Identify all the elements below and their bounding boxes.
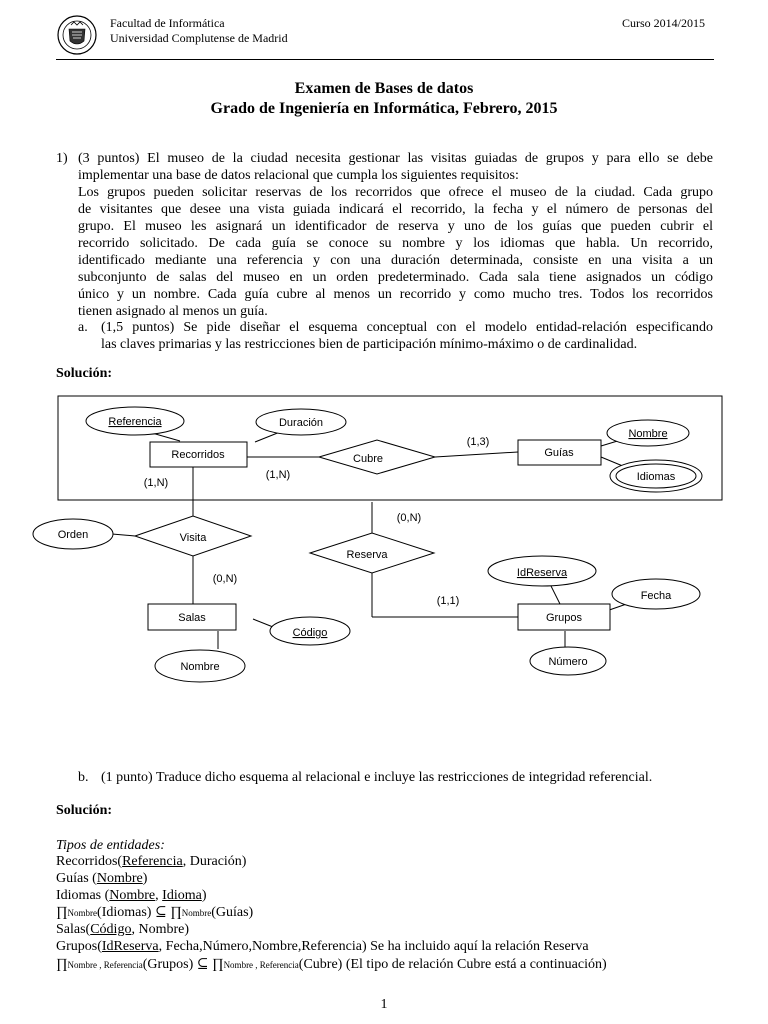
- attribute-nombre-sala: [155, 650, 245, 682]
- university-seal: [57, 15, 97, 55]
- part-b-text: (1 punto) Traduce dicho esquema al relacional e incluye las restricciones de integridad referencial.: [101, 770, 653, 785]
- primary-key: Referencia: [122, 854, 183, 869]
- header-rule: [56, 59, 714, 60]
- page-number: 1: [380, 997, 388, 1012]
- entity-types-heading: Tipos de entidades:: [56, 838, 165, 853]
- relationship-visita: [135, 516, 251, 556]
- attribute-label: Referencia: [108, 416, 162, 428]
- relationship-label: Reserva: [346, 549, 388, 561]
- question-number: 1): [56, 151, 68, 166]
- primary-key: Nombre: [109, 888, 156, 903]
- projection-subscript: Nombre: [67, 908, 98, 918]
- cardinality-recorridos-reserva: (0,N): [396, 512, 422, 524]
- attribute-label: Nombre: [180, 661, 220, 673]
- solution-label-b: Solución:: [56, 803, 113, 818]
- entity-label: Grupos: [545, 612, 583, 624]
- question-line: grupo. El museo les asignará un identificador de reserva y uno de los guías que pueden cubrir el: [78, 219, 713, 234]
- cardinality-salas-visita: (0,N): [212, 573, 238, 585]
- university-name: Universidad Complutense de Madrid: [110, 31, 288, 45]
- primary-key: Nombre: [96, 871, 143, 886]
- entity-label: Recorridos: [171, 449, 225, 461]
- faculty-name: Facultad de Informática: [110, 16, 225, 30]
- attribute-codigo: [270, 617, 350, 645]
- question-line: tienen asignado al menos un guía.: [78, 304, 268, 319]
- relation-salas: [56, 921, 189, 938]
- cardinality-grupos-reserva: (1,1): [436, 595, 460, 607]
- seal-icon: [57, 15, 97, 55]
- projection-symbol: ∏: [56, 905, 68, 920]
- constraint-mid: (Idiomas) ⊆: [97, 905, 171, 920]
- constraint-end: (Guías): [211, 905, 254, 920]
- question-line: identificado mediante una referencia y con una duración determinada, consiste en una visita a un: [78, 253, 713, 268]
- er-diagram: [30, 390, 740, 700]
- question-line: implementar una base de datos relacional que cumpla los siguientes requisitos:: [78, 168, 519, 183]
- question-text: [78, 150, 713, 320]
- attribute-label: Número: [548, 656, 588, 668]
- attribute-idiomas-multivalued: [610, 460, 702, 492]
- attribute-fecha: [612, 579, 700, 609]
- question-line: único y un nombre. Cada guía cubre al menos un recorrido y como mucho tres. Todos los recorridos: [78, 287, 713, 302]
- relation-recorridos: [56, 853, 246, 870]
- attribute-idreserva: [488, 556, 596, 586]
- primary-key: IdReserva: [101, 939, 159, 954]
- attribute-nombre-guia: [607, 420, 689, 446]
- relation-attrs: , Duración): [182, 854, 247, 869]
- attribute-label: Código: [292, 627, 328, 639]
- projection-subscript: Nombre , Referencia: [67, 960, 143, 970]
- projection-subscript: Nombre: [181, 908, 212, 918]
- relation-grupos: [56, 938, 589, 955]
- question-line: de visitantes que desee una vista guiada indicará el recorrido, la fecha y el número de personas del: [78, 202, 713, 217]
- attribute-label: Duración: [278, 417, 324, 429]
- relation-name: Idiomas (: [56, 888, 110, 903]
- cardinality-recorridos-cubre: (1,N): [265, 469, 291, 481]
- entity-grupos: [518, 604, 610, 630]
- part-b-label: b.: [78, 770, 89, 785]
- entity-label: Salas: [178, 612, 206, 624]
- relationship-label: Visita: [179, 532, 207, 544]
- relation-attrs: ): [142, 871, 148, 886]
- relation-name: Salas(: [56, 922, 91, 937]
- cardinality-guias-cubre: (1,3): [466, 436, 490, 448]
- question-line: recorrido solicitado. De cada guía se conoce su nombre y los idiomas que habla. Un recorrido,: [78, 236, 713, 251]
- relation-idiomas: [56, 887, 206, 904]
- part-a-line: (1,5 puntos) Se pide diseñar el esquema conceptual con el modelo entidad-relación especificando: [101, 320, 713, 335]
- relationship-cubre: [319, 440, 435, 474]
- relation-name: Recorridos(: [56, 854, 123, 869]
- course-year: Curso 2014/2015: [622, 16, 706, 30]
- attribute-label: Idiomas: [636, 471, 676, 483]
- relation-attrs: , Fecha,Número,Nombre,Referencia) Se ha incluido aquí la relación Reserva: [158, 939, 589, 954]
- entity-label: Guías: [544, 447, 574, 459]
- attribute-referencia: [86, 407, 184, 435]
- relation-attrs: ): [201, 888, 207, 903]
- attribute-label: Orden: [57, 529, 89, 541]
- constraint-idiomas-guias: [56, 904, 253, 922]
- attribute-label: IdReserva: [516, 567, 568, 579]
- separator: ,: [155, 888, 163, 903]
- primary-key: Idioma: [162, 888, 202, 903]
- question-line: Los grupos pueden solicitar reservas de los recorridos que ofrece el museo de la ciudad. Cada grupo: [78, 185, 713, 200]
- relation-name: Guías (: [56, 871, 97, 886]
- projection-symbol: ∏: [212, 957, 224, 972]
- entity-guias: [518, 440, 601, 465]
- exam-title: Examen de Bases de datos: [294, 80, 474, 97]
- attribute-label: Fecha: [640, 590, 672, 602]
- part-a-label: a.: [78, 320, 88, 335]
- entity-salas: [148, 604, 236, 630]
- question-line: (3 puntos) El museo de la ciudad necesita gestionar las visitas guiadas de grupos y para ello se debe: [78, 151, 713, 166]
- part-a-text: [101, 319, 713, 353]
- entity-recorridos: [150, 442, 247, 467]
- projection-subscript: Nombre , Referencia: [223, 960, 299, 970]
- constraint-grupos-cubre: [56, 956, 607, 974]
- relation-guias: [56, 870, 147, 887]
- attribute-numero: [530, 647, 606, 675]
- exam-subtitle: Grado de Ingeniería en Informática, Febrero, 2015: [210, 100, 558, 117]
- attribute-orden: [33, 519, 113, 549]
- constraint-end: (Cubre) (El tipo de relación Cubre está a continuación): [298, 957, 607, 972]
- relation-name: Grupos(: [56, 939, 102, 954]
- part-a-line: las claves primarias y las restricciones bien de participación mínimo-máximo o de cardinalidad.: [101, 337, 638, 352]
- projection-symbol: ∏: [56, 957, 68, 972]
- relationship-label: Cubre: [353, 453, 383, 465]
- relation-attrs: , Nombre): [131, 922, 189, 937]
- attribute-label: Nombre: [628, 428, 668, 440]
- question-line: subconjunto de salas del museo en un orden predeterminado. Cada sala tiene asignados un código: [78, 270, 713, 285]
- cardinality-recorridos-visita: (1,N): [143, 477, 169, 489]
- constraint-mid: (Grupos) ⊆: [142, 957, 213, 972]
- primary-key: Código: [90, 922, 132, 937]
- attribute-duracion: [256, 409, 346, 435]
- relationship-reserva: [310, 533, 434, 573]
- solution-label-a: Solución:: [56, 366, 113, 381]
- projection-symbol: ∏: [170, 905, 182, 920]
